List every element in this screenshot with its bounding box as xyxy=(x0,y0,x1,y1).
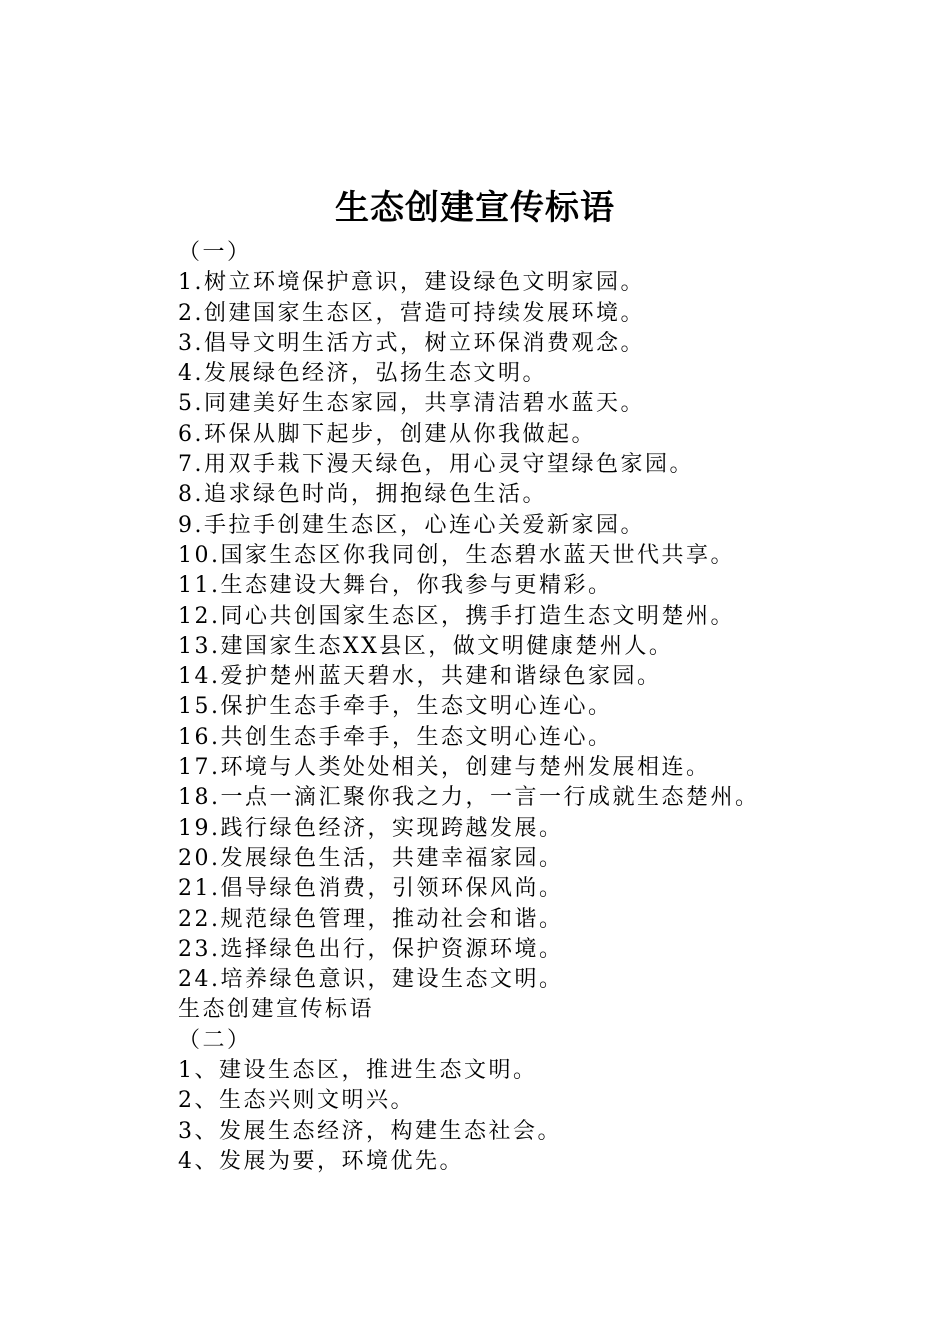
slogan-line: 4.发展绿色经济，弘扬生态文明。 xyxy=(178,361,547,387)
slogan-line: 18.一点一滴汇聚你我之力，一言一行成就生态楚州。 xyxy=(178,785,760,811)
slogan-line: 12.同心共创国家生态区，携手打造生态文明楚州。 xyxy=(178,603,735,629)
subtitle-line: 生态创建宣传标语 xyxy=(178,997,375,1023)
slogan-line: 2、生态兴则文明兴。 xyxy=(178,1088,415,1114)
slogan-line: 10.国家生态区你我同创，生态碧水蓝天世代共享。 xyxy=(178,542,735,568)
slogan-line: 15.保护生态手牵手，生态文明心连心。 xyxy=(178,694,613,720)
slogan-line: 21.倡导绿色消费，引领环保风尚。 xyxy=(178,876,564,902)
slogan-line: 1、建设生态区，推进生态文明。 xyxy=(178,1058,538,1084)
slogan-line: 3、发展生态经济，构建生态社会。 xyxy=(178,1118,562,1144)
slogan-line: 13.建国家生态XX县区，做文明健康楚州人。 xyxy=(178,633,674,659)
section-heading-1: （一） xyxy=(178,240,252,265)
slogan-line: 16.共创生态手牵手，生态文明心连心。 xyxy=(178,724,613,750)
slogan-line: 4、发展为要，环境优先。 xyxy=(178,1148,464,1174)
slogan-line: 20.发展绿色生活，共建幸福家园。 xyxy=(178,845,564,871)
slogan-line: 22.规范绿色管理，推动社会和谐。 xyxy=(178,906,564,932)
slogan-line: 17.环境与人类处处相关，创建与楚州发展相连。 xyxy=(178,755,711,781)
slogan-line: 19.践行绿色经济，实现跨越发展。 xyxy=(178,815,564,841)
slogan-line: 8.追求绿色时尚，拥抱绿色生活。 xyxy=(178,482,547,508)
section-heading-2: （二） xyxy=(178,1027,252,1053)
document-title: 生态创建宣传标语 xyxy=(335,188,615,228)
slogan-line: 1.树立环境保护意识，建设绿色文明家园。 xyxy=(178,270,645,296)
slogan-line: 11.生态建设大舞台，你我参与更精彩。 xyxy=(178,573,613,599)
document-body xyxy=(178,238,878,1177)
slogan-line: 3.倡导文明生活方式，树立环保消费观念。 xyxy=(178,330,645,356)
slogan-line: 23.选择绿色出行，保护资源环境。 xyxy=(178,936,564,962)
slogan-line: 2.创建国家生态区，营造可持续发展环境。 xyxy=(178,300,645,326)
slogan-line: 7.用双手栽下漫天绿色，用心灵守望绿色家园。 xyxy=(178,452,694,478)
slogan-line: 9.手拉手创建生态区，心连心关爱新家园。 xyxy=(178,512,645,538)
slogan-line: 24.培养绿色意识，建设生态文明。 xyxy=(178,967,564,993)
slogan-line: 6.环保从脚下起步，创建从你我做起。 xyxy=(178,421,596,447)
slogan-line: 14.爱护楚州蓝天碧水，共建和谐绿色家园。 xyxy=(178,664,662,690)
slogan-line: 5.同建美好生态家园，共享清洁碧水蓝天。 xyxy=(178,391,645,417)
